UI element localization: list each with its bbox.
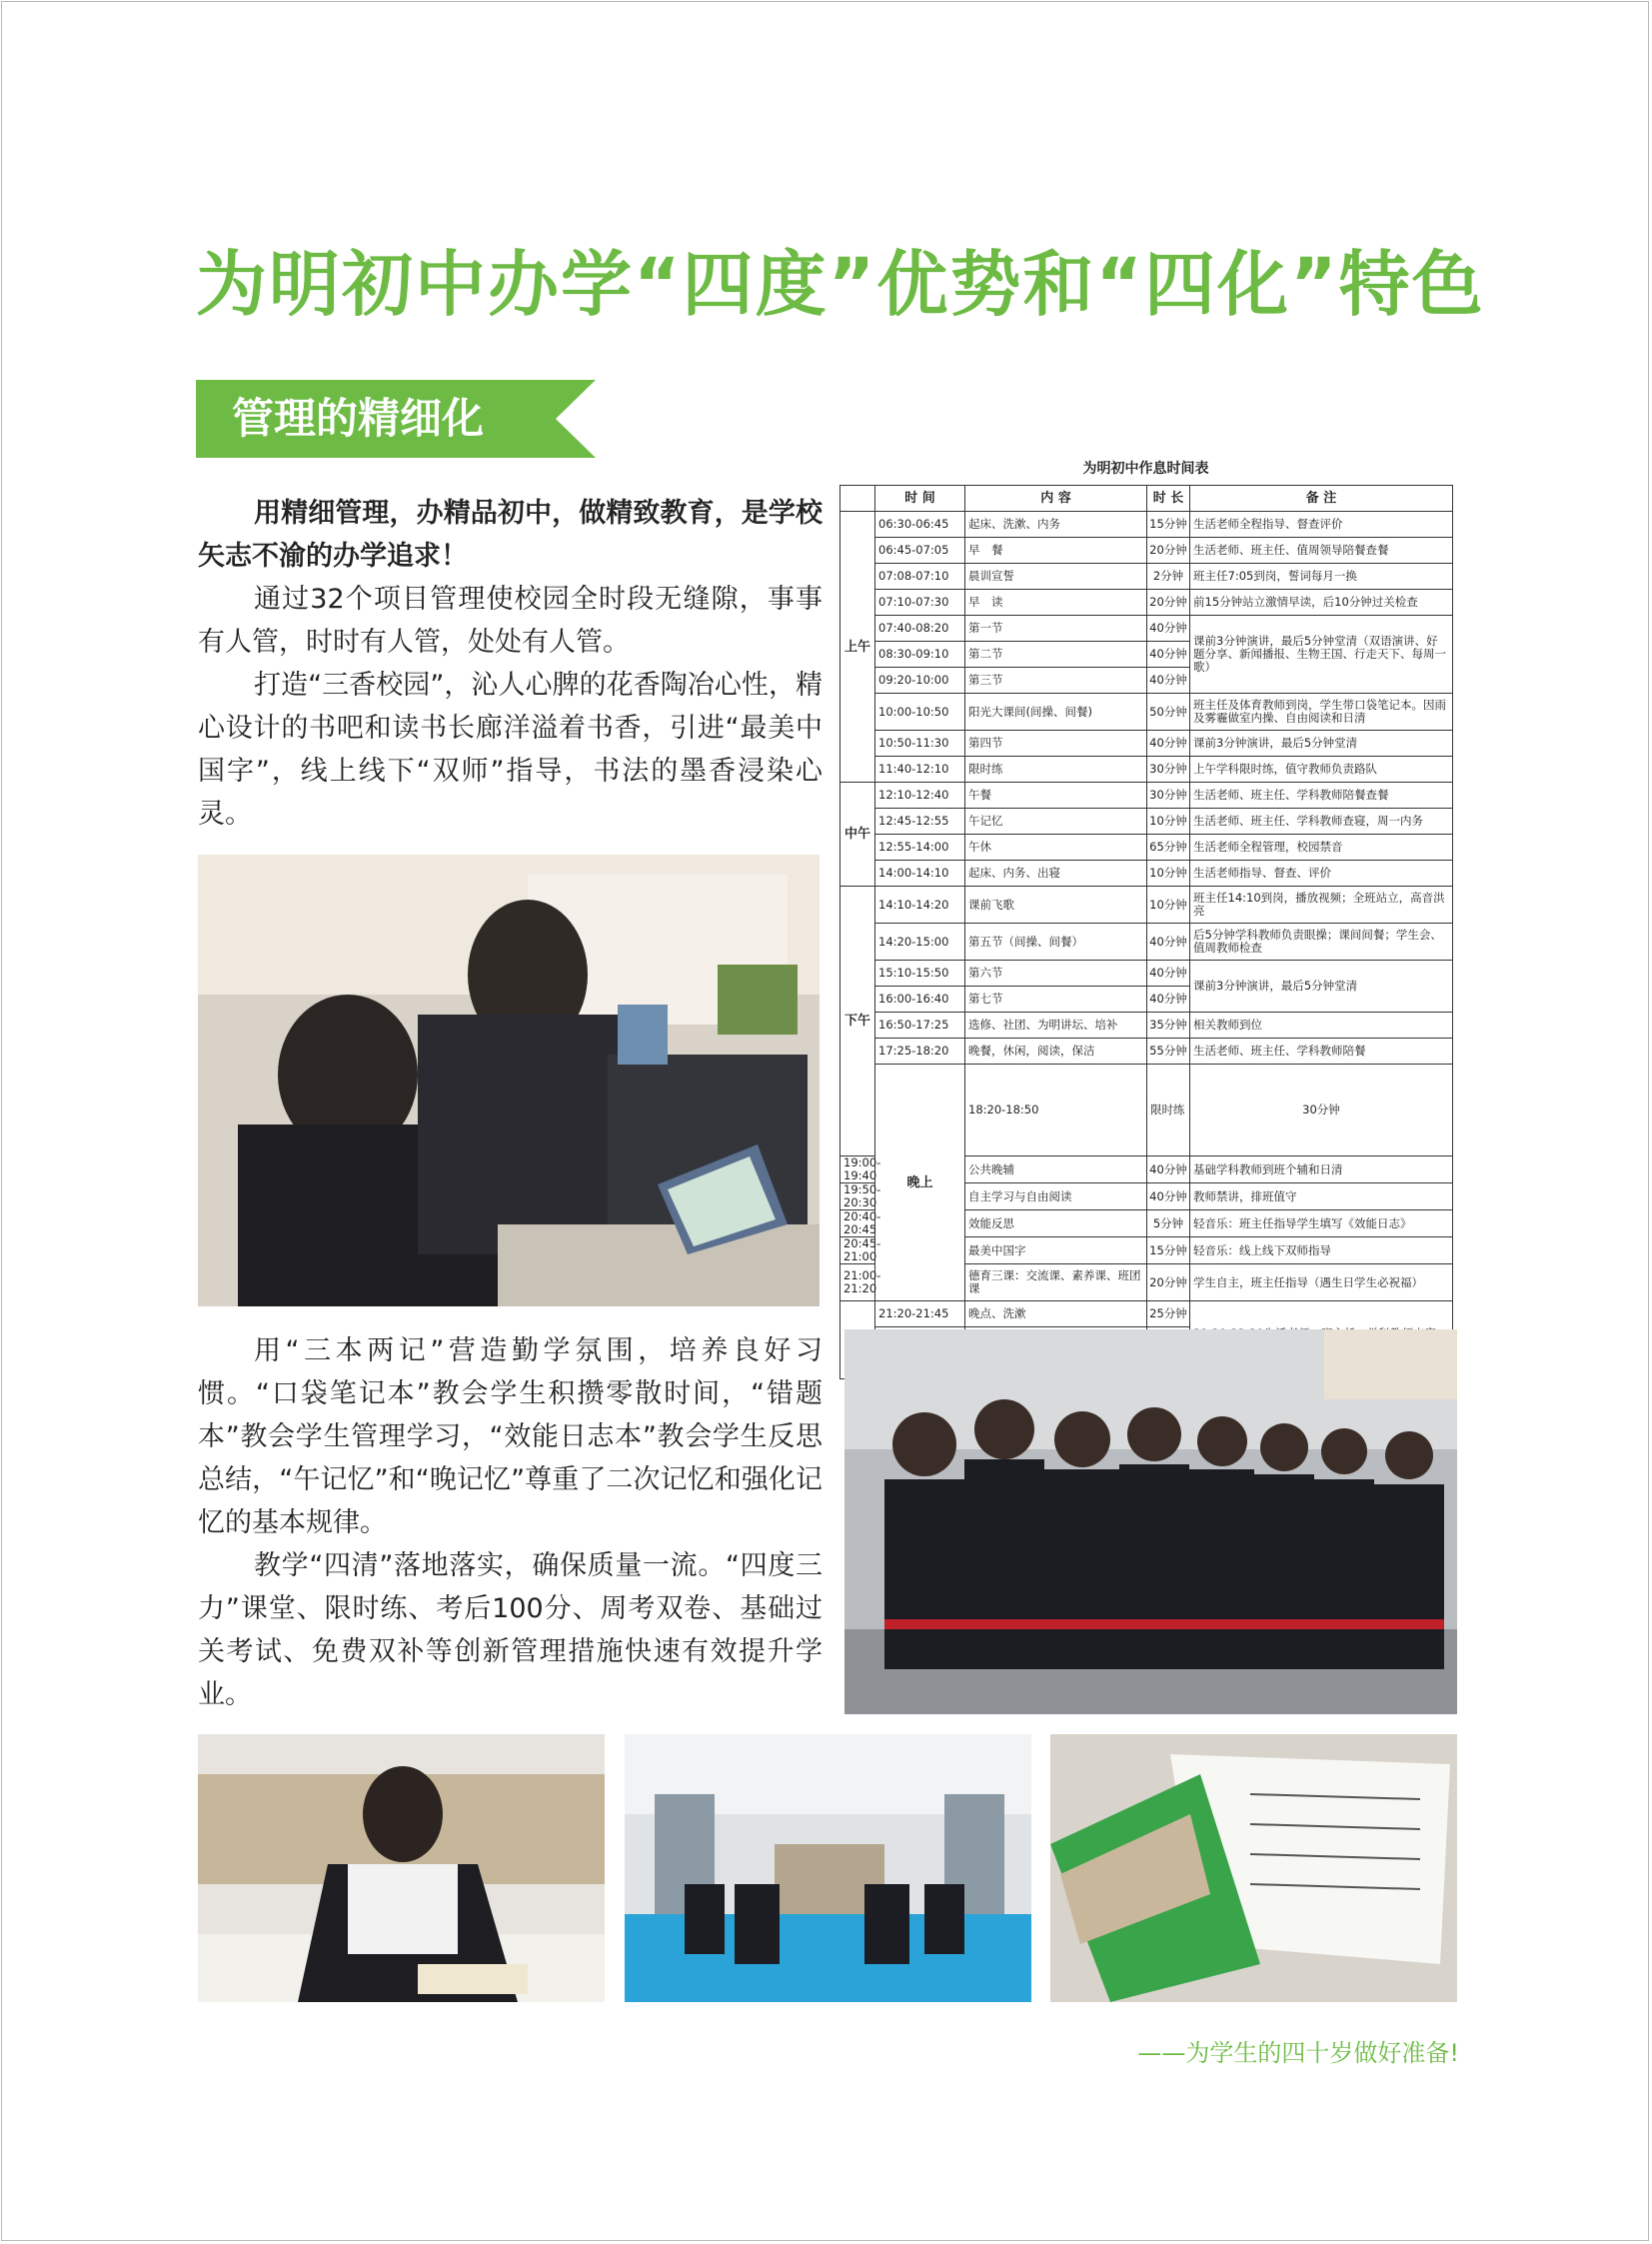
cell-duration: 30分钟 xyxy=(1147,783,1190,809)
header-duration: 时 长 xyxy=(1147,486,1190,512)
paragraph: 用“三本两记”营造勤学氛围，培养良好习惯。“口袋笔记本”教会学生积攒零散时间，“错题本”教会学生管理学习，“效能日志本”教会学生反思总结，“午记忆”和“晚记忆”尊重了二次记忆和强化记忆的基本规律。 xyxy=(198,1335,823,1538)
cell-time: 06:30-06:45 xyxy=(875,512,965,538)
cell-notes: 生活老师全程管理，校园禁音 xyxy=(1190,835,1453,861)
table-header-row xyxy=(840,486,1453,512)
cell-notes: 课前3分钟演讲，最后5分钟堂清 xyxy=(1190,731,1453,757)
body-text xyxy=(198,1329,823,1716)
table-row xyxy=(840,731,1453,757)
cell-duration: 25分钟 xyxy=(1147,1301,1190,1327)
cell-notes: 班主任14:10到岗，播放视频；全班站立，高音洪亮 xyxy=(1190,887,1453,924)
cell-duration: 40分钟 xyxy=(1147,616,1190,642)
cell-notes: 前15分钟站立激情早读，后10分钟过关检查 xyxy=(1190,590,1453,616)
table-row xyxy=(840,1301,1453,1327)
cell-notes: 相关教师到位 xyxy=(1190,1013,1453,1039)
cell-notes: 学生自主，班主任指导（遇生日学生必祝福） xyxy=(1190,1264,1453,1301)
cell-time: 10:50-11:30 xyxy=(875,731,965,757)
cell-time: 14:00-14:10 xyxy=(875,861,965,887)
cell-time: 06:45-07:05 xyxy=(875,538,965,564)
cell-time: 12:45-12:55 xyxy=(875,809,965,835)
cell-notes: 课前3分钟演讲，最后5分钟堂清（双语演讲、好题分享、新闻播报、生物王国、行走天下、每周一歌） xyxy=(1190,616,1453,694)
cell-time: 17:25-18:20 xyxy=(875,1039,965,1065)
page-title: 为明初中办学“四度”优势和“四化”特色 xyxy=(196,243,1485,326)
cell-time: 14:10-14:20 xyxy=(875,887,965,924)
cell-notes: 轻音乐：班主任指导学生填写《效能日志》 xyxy=(1190,1210,1453,1237)
header-time: 时 间 xyxy=(875,486,965,512)
period-label: 晚上 xyxy=(875,1065,965,1301)
cell-content: 第二节 xyxy=(965,642,1147,668)
footer-slogan: ——为学生的四十岁做好准备! xyxy=(1137,2039,1459,2067)
cell-duration: 40分钟 xyxy=(1147,924,1190,961)
table-row xyxy=(840,861,1453,887)
cell-notes: 课前3分钟演讲，最后5分钟堂清 xyxy=(1190,961,1453,1013)
cell-content: 晚点、洗漱 xyxy=(965,1301,1147,1327)
cell-duration: 40分钟 xyxy=(1147,1183,1190,1210)
cell-notes: 生活老师、班主任、学科教师陪餐查餐 xyxy=(1190,783,1453,809)
intro-text xyxy=(198,492,823,836)
table-row xyxy=(840,961,1453,987)
cell-content: 起床、内务、出寝 xyxy=(965,861,1147,887)
cell-content: 选修、社团、为明讲坛、培补 xyxy=(965,1013,1147,1039)
cell-duration: 5分钟 xyxy=(1147,1210,1190,1237)
schedule-table xyxy=(839,485,1453,1379)
cell-duration: 40分钟 xyxy=(1147,961,1190,987)
cell-content: 晨训宣誓 xyxy=(965,564,1147,590)
cell-content: 课前飞歌 xyxy=(965,887,1147,924)
paragraph: 教学“四清”落地落实，确保质量一流。“四度三力”课堂、限时练、考后100分、周考双卷、基础过关考试、免费双补等创新管理措施快速有效提升学业。 xyxy=(198,1550,823,1710)
cell-content: 午记忆 xyxy=(965,809,1147,835)
table-row xyxy=(840,1039,1453,1065)
cell-notes: 基础学科教师到班个辅和日清 xyxy=(1190,1156,1453,1183)
cell-content: 第六节 xyxy=(965,961,1147,987)
table-row xyxy=(840,924,1453,961)
table-row xyxy=(840,1013,1453,1039)
cell-duration: 10分钟 xyxy=(1147,809,1190,835)
cell-duration: 30分钟 xyxy=(1190,1065,1453,1156)
cell-time: 12:55-14:00 xyxy=(875,835,965,861)
cell-content: 午餐 xyxy=(965,783,1147,809)
cell-time: 07:10-07:30 xyxy=(875,590,965,616)
cell-time: 08:30-09:10 xyxy=(875,642,965,668)
cell-duration: 40分钟 xyxy=(1147,731,1190,757)
cell-content: 第一节 xyxy=(965,616,1147,642)
table-row xyxy=(840,694,1453,731)
cell-content: 早 餐 xyxy=(965,538,1147,564)
table-row xyxy=(840,783,1453,809)
cell-time: 20:40-20:45 xyxy=(840,1210,875,1237)
cell-time: 11:40-12:10 xyxy=(875,757,965,783)
header-notes: 备 注 xyxy=(1190,486,1453,512)
cell-content: 限时练 xyxy=(1147,1065,1190,1156)
cell-time: 09:20-10:00 xyxy=(875,668,965,694)
header-content: 内 容 xyxy=(965,486,1147,512)
cell-time: 18:20-18:50 xyxy=(965,1065,1147,1156)
photo-library-hall xyxy=(625,1734,1031,2002)
cell-duration: 20分钟 xyxy=(1147,538,1190,564)
cell-content: 公共晚辅 xyxy=(965,1156,1147,1183)
cell-duration: 20分钟 xyxy=(1147,590,1190,616)
cell-duration: 55分钟 xyxy=(1147,1039,1190,1065)
cell-content: 起床、洗漱、内务 xyxy=(965,512,1147,538)
cell-notes: 生活老师、班主任、学科教师查寝，周一内务 xyxy=(1190,809,1453,835)
cell-time: 19:00-19:40 xyxy=(840,1156,875,1183)
cell-duration: 30分钟 xyxy=(1147,757,1190,783)
cell-notes: 班主任及体育教师到岗，学生带口袋笔记本。因雨及雾霾做室内操、自由阅读和日清 xyxy=(1190,694,1453,731)
cell-time: 16:00-16:40 xyxy=(875,987,965,1013)
table-row xyxy=(840,1065,1453,1156)
photo-efficiency-journal xyxy=(1050,1734,1457,2002)
table-row xyxy=(840,887,1453,924)
schedule-title: 为明初中作息时间表 xyxy=(1082,461,1209,477)
cell-duration: 15分钟 xyxy=(1147,512,1190,538)
cell-time: 21:20-21:45 xyxy=(875,1301,965,1327)
cell-time: 16:50-17:25 xyxy=(875,1013,965,1039)
paragraph: 通过32个项目管理使校园全时段无缝隙，事事有人管，时时有人管，处处有人管。 xyxy=(198,584,823,658)
cell-content: 早 读 xyxy=(965,590,1147,616)
cell-content: 最美中国字 xyxy=(965,1237,1147,1264)
cell-duration: 40分钟 xyxy=(1147,642,1190,668)
cell-duration: 40分钟 xyxy=(1147,987,1190,1013)
cell-time: 14:20-15:00 xyxy=(875,924,965,961)
cell-notes: 轻音乐：线上线下双师指导 xyxy=(1190,1237,1453,1264)
header-period xyxy=(840,486,875,512)
cell-duration: 15分钟 xyxy=(1147,1237,1190,1264)
cell-time: 07:08-07:10 xyxy=(875,564,965,590)
table-row xyxy=(840,512,1453,538)
table-row xyxy=(840,590,1453,616)
cell-notes: 生活老师指导、督查、评价 xyxy=(1190,861,1453,887)
photo-students-reading xyxy=(844,1329,1457,1714)
cell-notes: 后5分钟学科教师负责眼操；课间间餐；学生会、值周教师检查 xyxy=(1190,924,1453,961)
table-row xyxy=(840,809,1453,835)
photo-calligraphy-student xyxy=(198,1734,605,2002)
table-row xyxy=(840,757,1453,783)
cell-time: 10:00-10:50 xyxy=(875,694,965,731)
cell-time: 07:40-08:20 xyxy=(875,616,965,642)
cell-notes: 生活老师、班主任、值周领导陪餐查餐 xyxy=(1190,538,1453,564)
cell-notes: 生活老师、班主任、学科教师陪餐 xyxy=(1190,1039,1453,1065)
cell-content: 晚餐，休闲，阅读，保洁 xyxy=(965,1039,1147,1065)
section-heading: 管理的精细化 xyxy=(232,394,485,443)
cell-notes: 上午学科限时练，值守教师负责路队 xyxy=(1190,757,1453,783)
cell-duration: 40分钟 xyxy=(1147,1156,1190,1183)
cell-content: 午休 xyxy=(965,835,1147,861)
cell-content: 第七节 xyxy=(965,987,1147,1013)
photo-teacher-tablet xyxy=(198,855,820,1306)
cell-content: 限时练 xyxy=(965,757,1147,783)
table-row xyxy=(840,538,1453,564)
cell-duration: 65分钟 xyxy=(1147,835,1190,861)
cell-content: 自主学习与自由阅读 xyxy=(965,1183,1147,1210)
cell-notes: 教师禁讲，排班值守 xyxy=(1190,1183,1453,1210)
cell-content: 效能反思 xyxy=(965,1210,1147,1237)
cell-notes: 生活老师全程指导、督查评价 xyxy=(1190,512,1453,538)
cell-content: 阳光大课间(间操、间餐) xyxy=(965,694,1147,731)
cell-duration: 50分钟 xyxy=(1147,694,1190,731)
table-row xyxy=(840,835,1453,861)
cell-duration: 35分钟 xyxy=(1147,1013,1190,1039)
cell-duration: 20分钟 xyxy=(1147,1264,1190,1301)
cell-duration: 2分钟 xyxy=(1147,564,1190,590)
table-row xyxy=(840,564,1453,590)
period-label: 下午 xyxy=(840,887,875,1156)
cell-content: 第三节 xyxy=(965,668,1147,694)
cell-duration: 10分钟 xyxy=(1147,861,1190,887)
period-label: 中午 xyxy=(840,783,875,887)
lead-paragraph: 用精细管理，办精品初中，做精致教育，是学校矢志不渝的办学追求！ xyxy=(198,498,823,572)
cell-time: 12:10-12:40 xyxy=(875,783,965,809)
table-row xyxy=(840,616,1453,642)
period-label: 上午 xyxy=(840,512,875,783)
cell-content: 第五节（间操、间餐） xyxy=(965,924,1147,961)
section-banner xyxy=(196,380,596,458)
cell-duration: 40分钟 xyxy=(1147,668,1190,694)
cell-content: 德育三课：交流课、素养课、班团课 xyxy=(965,1264,1147,1301)
cell-content: 第四节 xyxy=(965,731,1147,757)
cell-notes: 班主任7:05到岗，誓词每月一换 xyxy=(1190,564,1453,590)
cell-duration: 10分钟 xyxy=(1147,887,1190,924)
cell-time: 20:45-21:00 xyxy=(840,1237,875,1264)
cell-time: 19:50-20:30 xyxy=(840,1183,875,1210)
cell-time: 15:10-15:50 xyxy=(875,961,965,987)
paragraph: 打造“三香校园”，沁人心脾的花香陶冶心性，精心设计的书吧和读书长廊洋溢着书香，引进“最美中国字”，线上线下“双师”指导，书法的墨香浸染心灵。 xyxy=(198,670,823,830)
cell-time: 21:00-21:20 xyxy=(840,1264,875,1301)
